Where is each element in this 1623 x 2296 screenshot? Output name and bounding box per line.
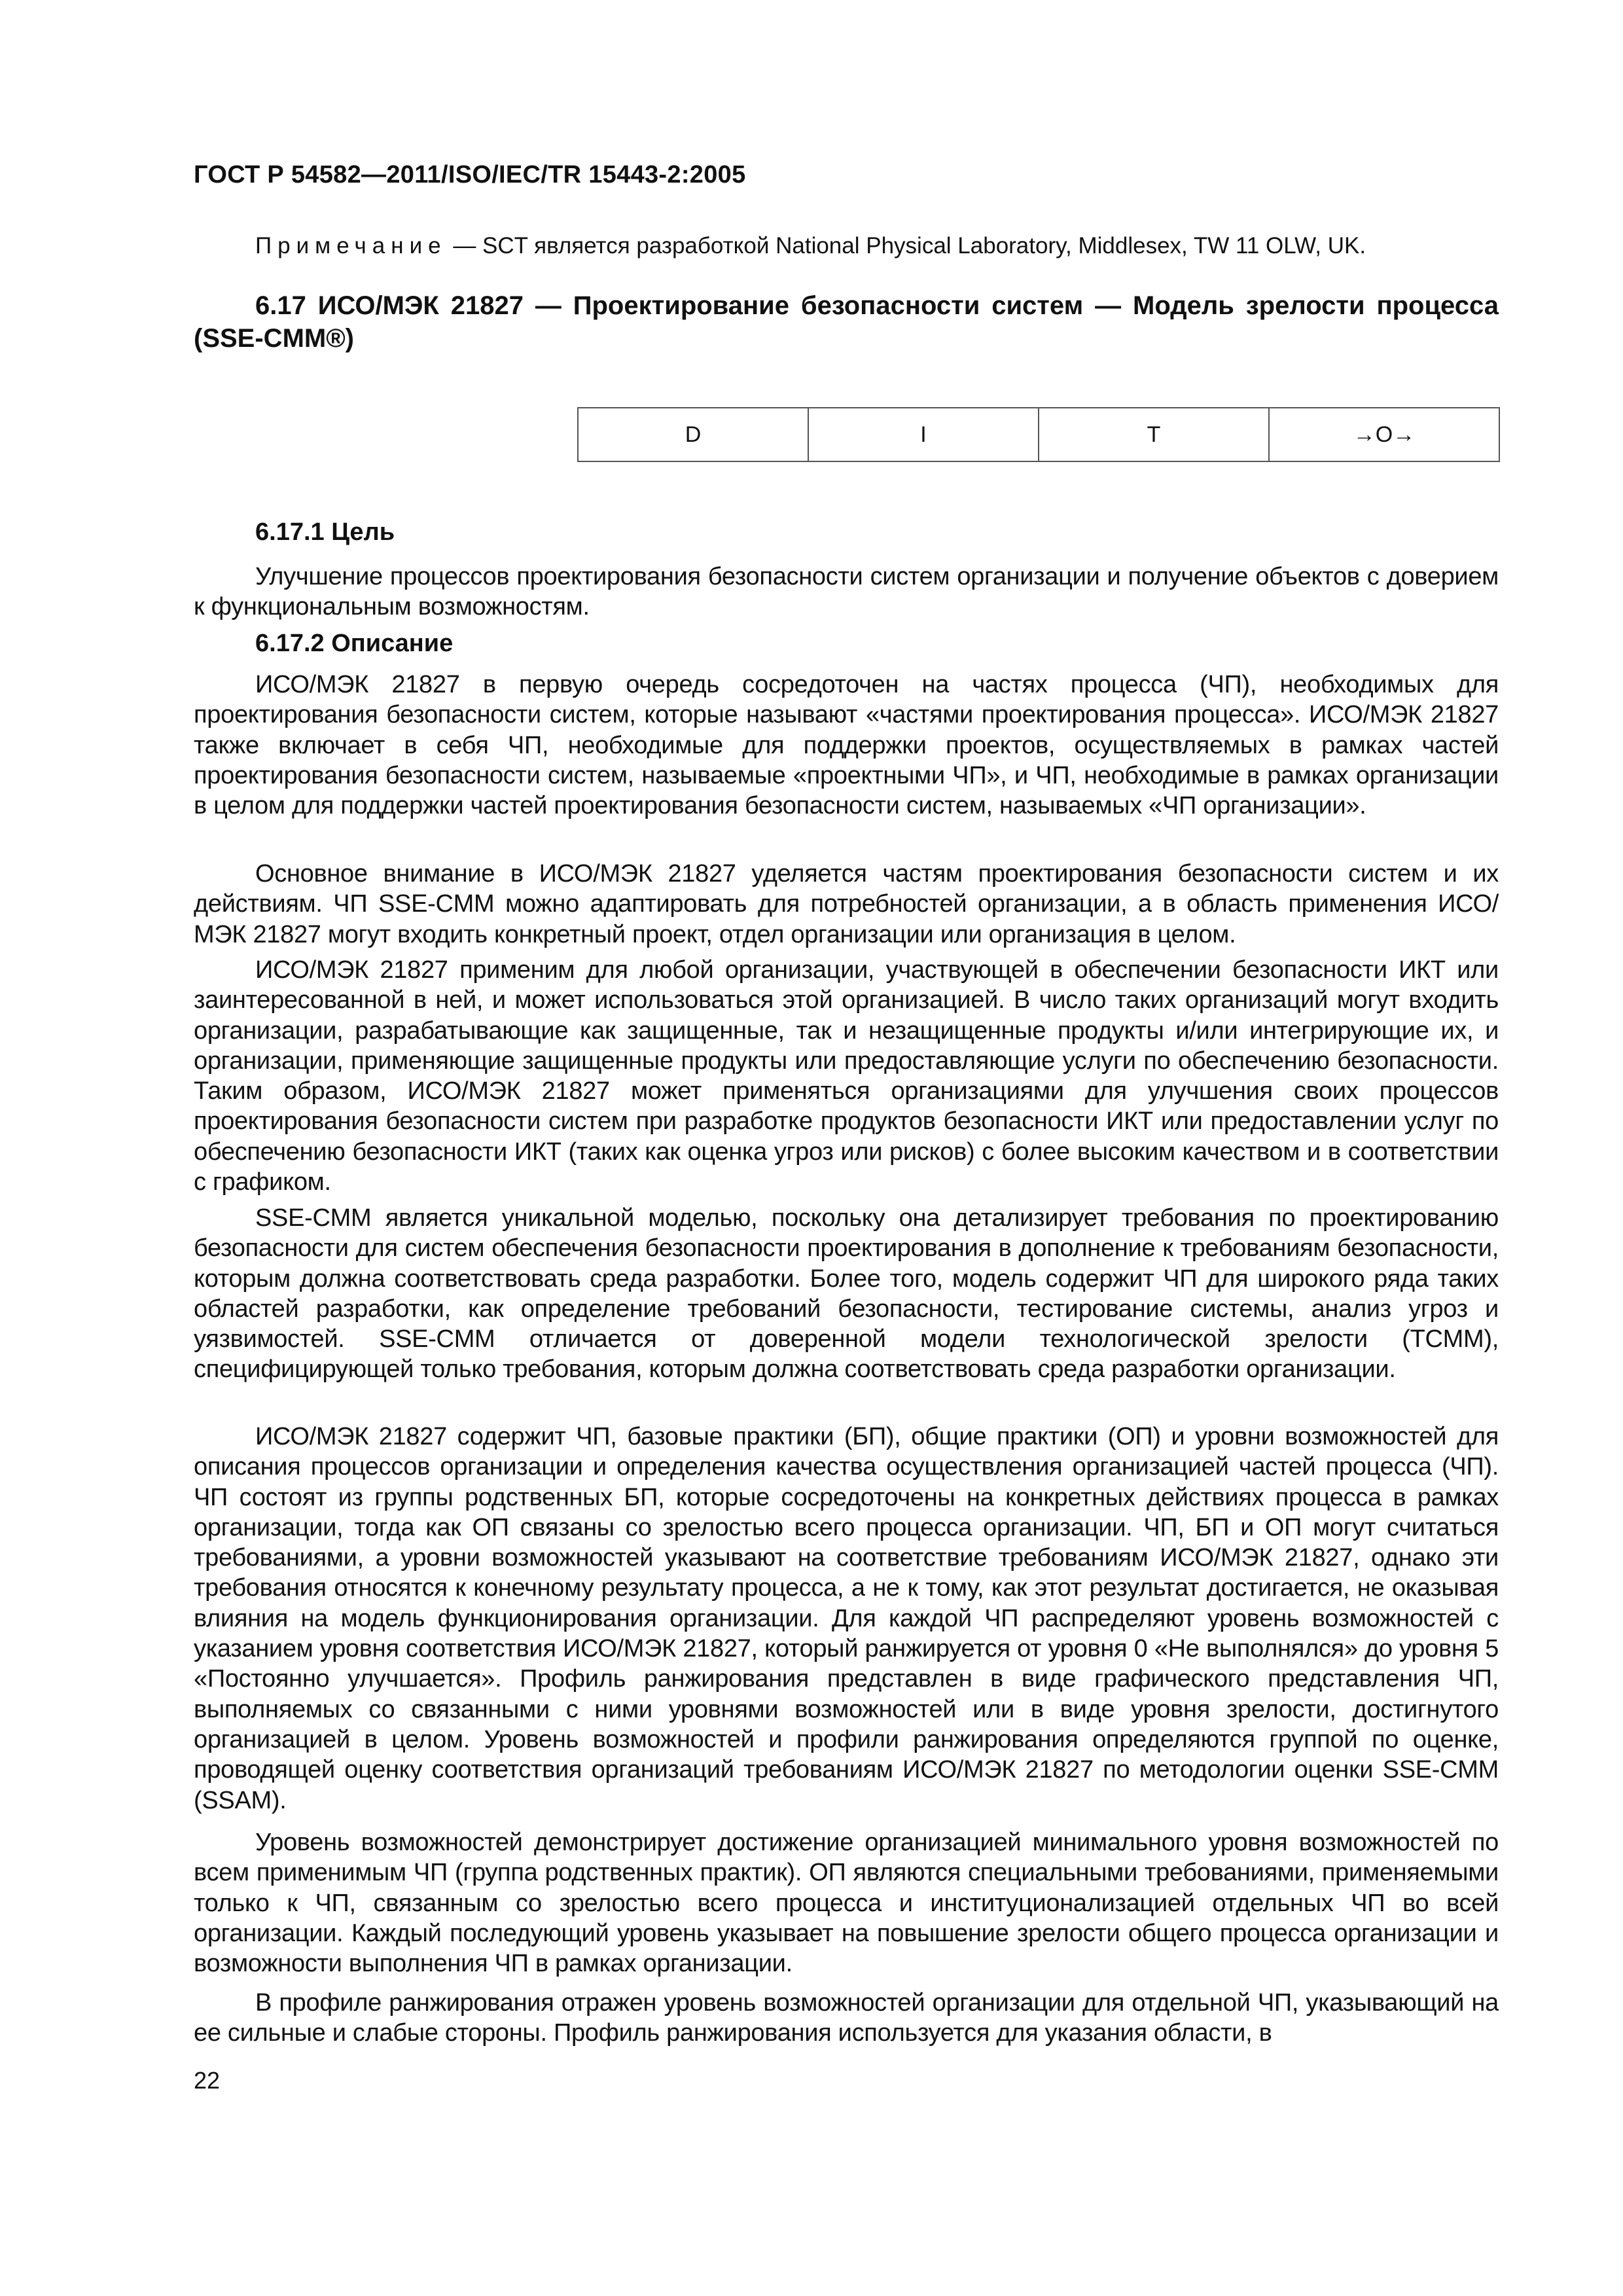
classification-cell-arrow-o: →O→: [1269, 408, 1499, 461]
note-text: — SCT является разработкой National Physical Laboratory, Middlesex, TW 11 OLW, UK.: [446, 233, 1366, 259]
paragraph: ИСО/МЭК 21827 в первую очередь сосредоточен на частях процесса (ЧП), необходимых для проектирования безопасности систем, которые называют «частями проектирования процесса». ИСО/МЭК 21827 также включает в себя ЧП, необходимые для поддержки проектов, осуществляемых в рамках частей проектирования безопасности систем, называемые «проектными ЧП», и ЧП, необходимые в рамках организации в целом для поддержки частей проектирования безопасности систем, называемых «ЧП организации».: [194, 671, 1499, 820]
paragraph: В профиле ранжирования отражен уровень возможностей организации для отдельной ЧП, указывающий на ее сильные и слабые стороны. Профиль ранжирования используется для указания области, в: [194, 1989, 1499, 2047]
classification-cell-d: D: [578, 408, 808, 461]
subsection-heading-description: 6.17.2 Описание: [255, 630, 454, 657]
classification-table: [577, 407, 1500, 462]
section-title: 6.17 ИСО/МЭК 21827 — Проектирование безопасности систем — Модель зрелости процесса (SSE-CMM®): [194, 291, 1499, 353]
note: [255, 233, 1499, 259]
subsection-heading-goal: 6.17.1 Цель: [255, 518, 395, 546]
paragraph: ИСО/МЭК 21827 содержит ЧП, базовые практики (БП), общие практики (ОП) и уровни возможностей для описания процессов организации и определения качества осуществления организацией частей процесса (ЧП). ЧП состоят из группы родственных БП, которые сосредоточены на конкретных действиях процесса в рамках организации, тогда как ОП связаны со зрелостью всего процесса организации. ЧП, БП и ОП могут считаться требованиями, а уровни возможностей указывают на соответствие требованиям ИСО/МЭК 21827, однако эти требования относятся к конечному результату процесса, а не к тому, как этот результат достигается, не оказывая влияния на модель функционирования организации. Для каждой ЧП распределяют уровень возможностей с указанием уровня соответствия ИСО/МЭК 21827, который ранжируется от уровня 0 «Не выполнялся» до уровня 5 «Постоянно улучшается». Профиль ранжирования представлен в виде графического представления ЧП, выполняемых со связанными с ними уровнями возможностей или в виде уровня зрелости, достигнутого организацией в целом. Уровень возможностей и профили ранжирования определяются группой по оценке, проводящей оценку соответствия организаций требованиям ИСО/МЭК 21827 по методологии оценки SSE-CMM (SSAM).: [194, 1423, 1499, 1814]
paragraph: ИСО/МЭК 21827 применим для любой организации, участвующей в обеспечении безопасности ИКТ или заинтересованной в ней, и может использоваться этой организацией. В число таких организаций могут входить организации, разрабатывающие как защищенные, так и незащищенные продукты и/или интегрирующие их, и организации, применяющие защищенные продукты или предоставляющие услуги по обеспечению безопасности. Таким образом, ИСО/МЭК 21827 может применяться организациями для улучшения своих процессов проектирования безопасности систем при разработке продуктов безопасности ИКТ или предоставлении услуг по обеспечению безопасности ИКТ (таких как оценка угроз или рисков) с более высоким качеством и в соответствии с графиком.: [194, 956, 1499, 1196]
paragraph: Основное внимание в ИСО/МЭК 21827 уделяется частям проектирования безопасности систем и их действиям. ЧП SSE-CMM можно адаптировать для потребностей организации, а в область применения ИСО/МЭК 21827 могут входить конкретный проект, отдел организации или организация в целом.: [194, 860, 1499, 948]
paragraph: Уровень возможностей демонстрирует достижение организацией минимального уровня возможностей по всем применимым ЧП (группа родственных практик). ОП являются специальными требованиями, применяемыми только к ЧП, связанным со зрелостью всего процесса и институционализацией отдельных ЧП во всей организации. Каждый последующий уровень указывает на повышение зрелости общего процесса организации и возможности выполнения ЧП в рамках организации.: [194, 1829, 1499, 1978]
paragraph: SSE-CMM является уникальной моделью, поскольку она детализирует требования по проектированию безопасности для систем обеспечения безопасности проектирования в дополнение к требованиям безопасности, которым должна соответствовать среда разработки. Более того, модель содержит ЧП для широкого ряда таких областей разработки, как определение требований безопасности, тестирование системы, анализ угроз и уязвимостей. SSE-CMM отличается от доверенной модели технологической зрелости (TCMM), специфицирующей только требования, которым должна соответствовать среда разработки организации.: [194, 1204, 1499, 1384]
classification-cell-t: T: [1039, 408, 1269, 461]
page-number: 22: [194, 2067, 221, 2094]
classification-cell-i: I: [808, 408, 1039, 461]
document-header: ГОСТ Р 54582—2011/ISO/IEC/TR 15443-2:2005: [194, 161, 746, 188]
paragraph-goal: Улучшение процессов проектирования безопасности систем организации и получение объектов с доверием к функциональным возможностям.: [194, 563, 1499, 621]
note-label: Примечание: [255, 233, 447, 259]
